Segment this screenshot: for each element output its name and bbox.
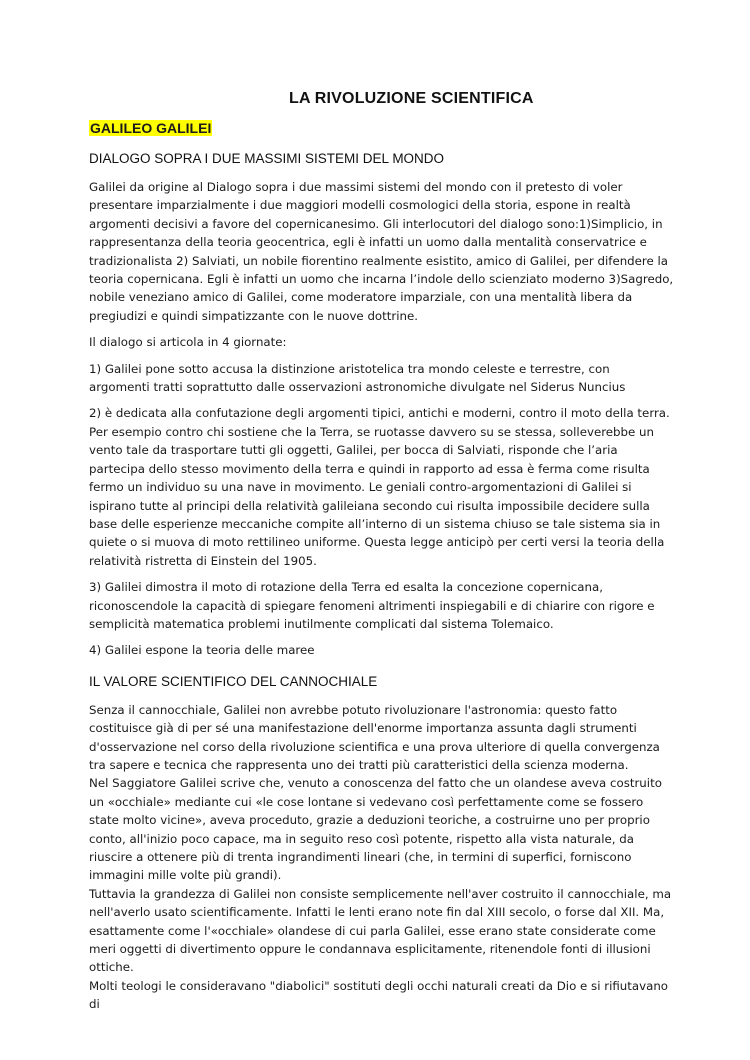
paragraph-giornata-1: 1) Galilei pone sotto accusa la distinzione aristotelica tra mondo celeste e terrestre, con argomenti tratti soprattutto dalle osservazioni astronomiche divulgate nel Siderus Nuncius — [89, 361, 626, 395]
author-heading — [89, 120, 674, 137]
paragraph-cannocchiale-4: Molti teologi le consideravano "diabolici" sostituti degli occhi naturali creati da Dio e si rifiutavano di — [89, 978, 669, 1012]
paragraph-giornata-3: 3) Galilei dimostra il moto di rotazione della Terra ed esalta la concezione copernicana, riconoscendole la capacità di spiegare fenomeni altrimenti inspiegabili e di chiarire con rigore e semplicità matematica problemi inutilmente complicati dal sistema Tolemaico. — [89, 580, 655, 631]
section-heading-dialogo: DIALOGO SOPRA I DUE MASSIMI SISTEMI DEL MONDO — [89, 151, 445, 166]
paragraph-cannocchiale-1: Senza il cannocchiale, Galilei non avrebbe potuto rivoluzionare l'astronomia: questo fatto costituisce già di per sé una manifestazione dell'enorme importanza assunta dagli strumenti d'osservazione nel corso della rivoluzione scientifica e una prova ulteriore di quella convergenza tra sapere e tecnica che rappresenta uno dei tratti più caratteristici della scienza moderna. — [89, 702, 660, 772]
paragraph-cannocchiale-3: Tuttavia la grandezza di Galilei non consiste semplicemente nell'aver costruito il cannocchiale, ma nell'averlo usato scientificamente. Infatti le lenti erano note fin dal XIII secolo, o forse dal XII. Ma, esattamente come l'«occhiale» olandese di cui parla Galilei, esse erano state considerate come meri oggetti di divertimento oppure le condannava esplicitamente, ritenendole fonti di illusioni ottiche. — [89, 886, 672, 975]
paragraph-giornata-4: 4) Galilei espone la teoria delle maree — [89, 643, 315, 658]
paragraph-giornata-2: 2) è dedicata alla confutazione degli argomenti tipici, antichi e moderni, contro il moto della terra. Per esempio contro chi sostiene che la Terra, se ruotasse davvero su se stessa, solleverebbe un vento tale da trasportare tutti gli oggetti, Galilei, per bocca di Salviati, risponde che l’aria partecipa dello stesso movimento della terra e quindi in rapporto ad essa è ferma come risulta fermo un individuo su una nave in movimento. Le geniali contro-argomentazioni di Galilei si ispirano tutte al principi della relatività galileiana secondo cui risulta impossibile decidere sulla base delle esperienze meccaniche compite all’interno di un sistema chiuso se tale sistema sia in quiete o si muova di moto rettilineo uniforme. Questa legge anticipò per certi versi la teoria della relatività ristretta di Einstein del 1905. — [89, 406, 670, 568]
paragraph-cannocchiale-2: Nel Saggiatore Galilei scrive che, venuto a conoscenza del fatto che un olandese aveva costruito un «occhiale» mediante cui «le cose lontane si vedevano così perfettamente come se fossero state molto vicine», aveva proceduto, grazie a deduzioni teoriche, a costruirne uno per proprio conto, all'inizio poco capace, ma in seguito reso così potente, rispetto alla vista naturale, da riuscire a ottenere più di trenta ingrandimenti lineari (che, in termini di superfici, forniscono immagini mille volte più grandi). — [89, 776, 662, 883]
page-title: LA RIVOLUZIONE SCIENTIFICA — [289, 90, 534, 107]
section-heading-cannocchiale: IL VALORE SCIENTIFICO DEL CANNOCHIALE — [89, 673, 378, 689]
paragraph-intro: Galilei da origine al Dialogo sopra i due massimi sistemi del mondo con il pretesto di voler presentare imparzialmente i due maggiori modelli cosmologici della storia, espone in realtà argomenti decisivi a favore del copernicanesimo. Gli interlocutori del dialogo sono:1)Simplicio, in rappresentanza della teoria geocentrica, egli è infatti un uomo dalla mentalità conservatrice e tradizionalista 2) Salviati, un nobile fiorentino realmente esistito, amico di Galilei, per difendere la teoria copernicana. Egli è infatti un uomo che incarna l’indole dello scienziato moderno 3)Sagredo, nobile veneziano amico di Galilei, come moderatore imparziale, con una mentalità libera da pregiudizi e quindi simpatizzante con le nuove dottrine. — [89, 180, 674, 323]
author-highlight: GALILEO GALILEI — [90, 120, 212, 136]
document-page — [89, 82, 674, 1014]
paragraph-giornate: Il dialogo si articola in 4 giornate: — [89, 335, 287, 350]
